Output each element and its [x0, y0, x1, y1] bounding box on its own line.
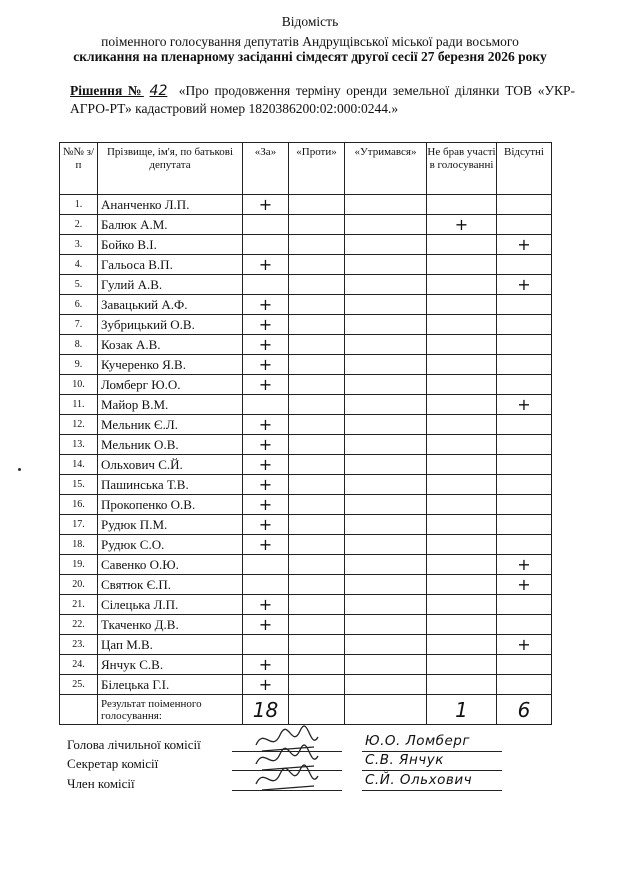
vote-for-mark: +: [243, 415, 289, 435]
row-number: 1.: [60, 195, 98, 215]
col-header-not-voted: Не брав участі в голосуванні: [427, 143, 497, 195]
deputy-name: Бойко В.І.: [98, 235, 243, 255]
vote-table: [59, 142, 552, 725]
signatory-name: Ю.О. Ломберг: [365, 733, 470, 749]
not-voted-mark: [427, 195, 497, 215]
deputy-name: Мельник Є.Л.: [98, 415, 243, 435]
vote-against-mark: [289, 395, 345, 415]
vote-against-mark: [289, 655, 345, 675]
row-number: 11.: [60, 395, 98, 415]
vote-for-mark: +: [243, 495, 289, 515]
vote-abstained-mark: [345, 635, 427, 655]
absent-mark: [497, 535, 552, 555]
absent-mark: [497, 195, 552, 215]
vote-for-mark: +: [243, 515, 289, 535]
vote-for-mark: [243, 635, 289, 655]
table-row: [60, 255, 552, 275]
vote-abstained-mark: [345, 535, 427, 555]
absent-mark: [497, 655, 552, 675]
vote-for-mark: +: [243, 255, 289, 275]
vote-against-mark: [289, 595, 345, 615]
vote-abstained-mark: [345, 555, 427, 575]
absent-mark: +: [497, 635, 552, 655]
vote-for-mark: +: [243, 615, 289, 635]
not-voted-mark: [427, 295, 497, 315]
row-number: 17.: [60, 515, 98, 535]
col-header-abstained: «Утримався»: [345, 143, 427, 195]
vote-abstained-mark: [345, 395, 427, 415]
table-row: [60, 235, 552, 255]
row-number: 22.: [60, 615, 98, 635]
deputy-name: Цап М.В.: [98, 635, 243, 655]
row-number: 2.: [60, 215, 98, 235]
col-header-against: «Проти»: [289, 143, 345, 195]
vote-for-mark: +: [243, 315, 289, 335]
vote-against-mark: [289, 475, 345, 495]
vote-against-mark: [289, 375, 345, 395]
table-row: [60, 555, 552, 575]
row-number: 7.: [60, 315, 98, 335]
signature-role: Секретар комісії: [67, 756, 159, 771]
row-number: 9.: [60, 355, 98, 375]
table-row: [60, 275, 552, 295]
vote-for-mark: +: [243, 375, 289, 395]
decision-number: 42: [149, 83, 168, 99]
absent-mark: +: [497, 575, 552, 595]
not-voted-mark: [427, 515, 497, 535]
vote-for-mark: +: [243, 535, 289, 555]
absent-mark: +: [497, 555, 552, 575]
result-row: [60, 695, 552, 725]
deputy-name: Зубрицький О.В.: [98, 315, 243, 335]
vote-abstained-mark: [345, 295, 427, 315]
absent-mark: [497, 375, 552, 395]
not-voted-mark: +: [427, 215, 497, 235]
deputy-name: Прокопенко О.В.: [98, 495, 243, 515]
not-voted-mark: [427, 595, 497, 615]
not-voted-mark: [427, 335, 497, 355]
vote-abstained-mark: [345, 215, 427, 235]
table-header-row: [60, 143, 552, 195]
deputy-name: Гулий А.В.: [98, 275, 243, 295]
deputy-name: Пашинська Т.В.: [98, 475, 243, 495]
vote-against-mark: [289, 315, 345, 335]
doc-subtitle-line-1: поіменного голосування депутатів Андрущівської міської ради восьмого: [101, 34, 519, 49]
vote-abstained-mark: [345, 335, 427, 355]
deputy-name: Гальоса В.П.: [98, 255, 243, 275]
vote-abstained-mark: [345, 275, 427, 295]
signature-role: Голова лічильної комісії: [67, 737, 201, 752]
vote-against-mark: [289, 495, 345, 515]
deputy-name: Козак А.В.: [98, 335, 243, 355]
not-voted-mark: [427, 575, 497, 595]
decision-text: «Про продовження терміну оренди земельної ділянки ТОВ «УКР-АГРО-РТ» кадастровий номер 1820386200:02:000:0244.»: [70, 83, 576, 116]
table-row: [60, 355, 552, 375]
vote-for-mark: +: [243, 435, 289, 455]
row-number: 23.: [60, 635, 98, 655]
deputy-name: Кучеренко Я.В.: [98, 355, 243, 375]
row-number: 20.: [60, 575, 98, 595]
table-row: [60, 515, 552, 535]
vote-for-mark: [243, 275, 289, 295]
table-row: [60, 495, 552, 515]
absent-mark: [497, 335, 552, 355]
stray-dot: [18, 468, 21, 471]
row-number: 24.: [60, 655, 98, 675]
row-number: 6.: [60, 295, 98, 315]
result-absent: 6: [497, 695, 552, 725]
vote-against-mark: [289, 275, 345, 295]
not-voted-mark: [427, 415, 497, 435]
vote-against-mark: [289, 335, 345, 355]
not-voted-mark: [427, 555, 497, 575]
deputy-name: Янчук С.В.: [98, 655, 243, 675]
result-for: 18: [243, 695, 289, 725]
result-abstained: [345, 695, 427, 725]
signatory-name: С.В. Янчук: [365, 752, 444, 768]
table-row: [60, 455, 552, 475]
deputy-name: Білецька Г.І.: [98, 675, 243, 695]
vote-abstained-mark: [345, 575, 427, 595]
handwritten-signature: [252, 762, 322, 796]
table-row: [60, 675, 552, 695]
table-row: [60, 595, 552, 615]
col-header-number: №№ з/п: [60, 143, 98, 195]
vote-for-mark: +: [243, 195, 289, 215]
table-row: [60, 395, 552, 415]
deputy-name: Ломберг Ю.О.: [98, 375, 243, 395]
not-voted-mark: [427, 315, 497, 335]
result-empty-cell: [60, 695, 98, 725]
table-row: [60, 315, 552, 335]
table-row: [60, 375, 552, 395]
vote-against-mark: [289, 535, 345, 555]
row-number: 19.: [60, 555, 98, 575]
vote-for-mark: [243, 555, 289, 575]
deputy-name: Мельник О.В.: [98, 435, 243, 455]
not-voted-mark: [427, 375, 497, 395]
not-voted-mark: [427, 615, 497, 635]
vote-against-mark: [289, 235, 345, 255]
vote-for-mark: [243, 575, 289, 595]
result-not-voted: 1: [427, 695, 497, 725]
vote-for-mark: [243, 215, 289, 235]
row-number: 13.: [60, 435, 98, 455]
vote-for-mark: +: [243, 475, 289, 495]
vote-abstained-mark: [345, 435, 427, 455]
absent-mark: [497, 355, 552, 375]
vote-abstained-mark: [345, 675, 427, 695]
absent-mark: [497, 415, 552, 435]
not-voted-mark: [427, 675, 497, 695]
vote-for-mark: +: [243, 455, 289, 475]
vote-against-mark: [289, 215, 345, 235]
deputy-name: Рудюк П.М.: [98, 515, 243, 535]
deputy-name: Ткаченко Д.В.: [98, 615, 243, 635]
decision-label: Рішення №: [70, 83, 144, 98]
absent-mark: [497, 515, 552, 535]
name-line: [362, 770, 502, 771]
row-number: 16.: [60, 495, 98, 515]
table-row: [60, 575, 552, 595]
vote-abstained-mark: [345, 455, 427, 475]
deputy-name: Рудюк С.О.: [98, 535, 243, 555]
absent-mark: [497, 595, 552, 615]
table-row: [60, 335, 552, 355]
vote-abstained-mark: [345, 415, 427, 435]
not-voted-mark: [427, 535, 497, 555]
vote-against-mark: [289, 195, 345, 215]
vote-for-mark: +: [243, 595, 289, 615]
absent-mark: +: [497, 395, 552, 415]
vote-for-mark: +: [243, 675, 289, 695]
deputy-name: Майор В.М.: [98, 395, 243, 415]
vote-against-mark: [289, 295, 345, 315]
absent-mark: [497, 615, 552, 635]
row-number: 4.: [60, 255, 98, 275]
vote-abstained-mark: [345, 375, 427, 395]
vote-against-mark: [289, 415, 345, 435]
vote-abstained-mark: [345, 655, 427, 675]
vote-abstained-mark: [345, 235, 427, 255]
not-voted-mark: [427, 235, 497, 255]
vote-abstained-mark: [345, 315, 427, 335]
deputy-name: Ананченко Л.П.: [98, 195, 243, 215]
row-number: 14.: [60, 455, 98, 475]
vote-abstained-mark: [345, 615, 427, 635]
vote-against-mark: [289, 675, 345, 695]
vote-abstained-mark: [345, 355, 427, 375]
row-number: 25.: [60, 675, 98, 695]
table-row: [60, 635, 552, 655]
not-voted-mark: [427, 635, 497, 655]
table-row: [60, 295, 552, 315]
absent-mark: [497, 455, 552, 475]
vote-for-mark: +: [243, 355, 289, 375]
row-number: 18.: [60, 535, 98, 555]
result-against: [289, 695, 345, 725]
vote-for-mark: [243, 235, 289, 255]
absent-mark: [497, 295, 552, 315]
not-voted-mark: [427, 495, 497, 515]
row-number: 3.: [60, 235, 98, 255]
table-row: [60, 615, 552, 635]
table-row: [60, 415, 552, 435]
not-voted-mark: [427, 655, 497, 675]
deputy-name: Балюк А.М.: [98, 215, 243, 235]
absent-mark: [497, 495, 552, 515]
table-row: [60, 655, 552, 675]
vote-against-mark: [289, 575, 345, 595]
not-voted-mark: [427, 435, 497, 455]
absent-mark: [497, 315, 552, 335]
col-header-name: Прізвище, ім'я, по батькові депутата: [98, 143, 243, 195]
not-voted-mark: [427, 395, 497, 415]
vote-against-mark: [289, 555, 345, 575]
doc-subtitle-line-2: скликання на пленарному засіданні сімдесят другої сесії 27 березня 2026 року: [73, 49, 547, 64]
table-row: [60, 435, 552, 455]
table-row: [60, 535, 552, 555]
signature-role: Член комісії: [67, 776, 135, 791]
vote-abstained-mark: [345, 195, 427, 215]
absent-mark: [497, 475, 552, 495]
table-row: [60, 475, 552, 495]
vote-for-mark: +: [243, 655, 289, 675]
signatory-name: С.Й. Ольхович: [365, 772, 473, 788]
vote-abstained-mark: [345, 475, 427, 495]
absent-mark: +: [497, 275, 552, 295]
vote-for-mark: +: [243, 295, 289, 315]
vote-against-mark: [289, 615, 345, 635]
absent-mark: [497, 675, 552, 695]
decision-paragraph: [70, 82, 575, 117]
absent-mark: [497, 215, 552, 235]
row-number: 12.: [60, 415, 98, 435]
deputy-name: Сілецька Л.П.: [98, 595, 243, 615]
deputy-name: Савенко О.Ю.: [98, 555, 243, 575]
not-voted-mark: [427, 455, 497, 475]
deputy-name: Завацький А.Ф.: [98, 295, 243, 315]
vote-for-mark: +: [243, 335, 289, 355]
vote-for-mark: [243, 395, 289, 415]
vote-against-mark: [289, 515, 345, 535]
vote-abstained-mark: [345, 255, 427, 275]
row-number: 15.: [60, 475, 98, 495]
absent-mark: [497, 255, 552, 275]
vote-against-mark: [289, 255, 345, 275]
doc-title: Відомість: [281, 14, 339, 29]
vote-against-mark: [289, 355, 345, 375]
col-header-for: «За»: [243, 143, 289, 195]
name-line: [362, 790, 502, 791]
vote-against-mark: [289, 635, 345, 655]
row-number: 5.: [60, 275, 98, 295]
row-number: 10.: [60, 375, 98, 395]
not-voted-mark: [427, 355, 497, 375]
table-row: [60, 215, 552, 235]
not-voted-mark: [427, 275, 497, 295]
col-header-absent: Відсутні: [497, 143, 552, 195]
vote-abstained-mark: [345, 595, 427, 615]
vote-abstained-mark: [345, 515, 427, 535]
result-label: Результат поіменного голосування:: [98, 695, 243, 725]
vote-against-mark: [289, 455, 345, 475]
absent-mark: +: [497, 235, 552, 255]
vote-against-mark: [289, 435, 345, 455]
absent-mark: [497, 435, 552, 455]
vote-abstained-mark: [345, 495, 427, 515]
deputy-name: Святюк Є.П.: [98, 575, 243, 595]
signature-row: [67, 772, 567, 794]
not-voted-mark: [427, 475, 497, 495]
not-voted-mark: [427, 255, 497, 275]
table-row: [60, 195, 552, 215]
deputy-name: Ольхович С.Й.: [98, 455, 243, 475]
row-number: 21.: [60, 595, 98, 615]
row-number: 8.: [60, 335, 98, 355]
